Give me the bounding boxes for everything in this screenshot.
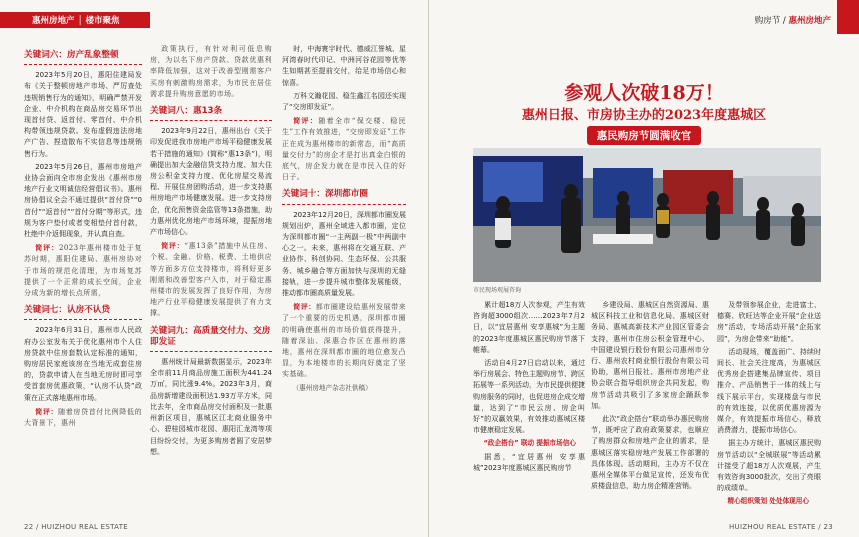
commentary-tag: 简评：	[35, 406, 59, 416]
left-page-folio: 22 / HUIZHOU REAL ESTATE	[24, 523, 129, 531]
paragraph: 据悉，“宜居惠州 安享惠城”2023年度惠城区惠民购房节	[473, 452, 585, 472]
paragraph: 时，中海寰宇时代、德威江誉城、星河湾春时代印记、中洲河谷花园等优等生如期甚至提前交付，给足市场信心和惊喜。	[282, 45, 406, 87]
commentary-text: 随着房贷首付比例降低的大背景下，惠州	[24, 407, 142, 428]
commentary	[282, 115, 406, 183]
commentary-tag: 简评：	[293, 302, 316, 312]
commentary-tag: 简评：	[293, 116, 319, 126]
article-subheadline: 惠州日报、市房协主办的2023年度惠城区	[521, 108, 767, 123]
header-section: 惠州房地产	[788, 16, 831, 26]
article-banner: 惠民购房节圆满收官	[587, 126, 702, 145]
paragraph: 惠州统计局最新数据显示，2023年全市前11月商品房施工面积为441.24万㎡，同比涨9.4%。2023年3月，商品房新增建设面积达1.93万平方米，同比去年，全市商品房交付面积及一批惠州新区项目，惠城区江北商业服务中心、碧桂园城市花园、惠阳汇龙湾等项目纷纷交付，为更多购房者圆了安居梦想。	[150, 358, 272, 456]
header-category: 购房节	[754, 16, 781, 26]
paragraph: 活动自4月27日启动以来，通过举行房展会、特色主题购房节、跨区拓展等一系列活动，为市民提供便捷购房服务的同时，也促进房企成交增量，达到了“市民云房、房企叫好”的双赢效果，有效推动惠城区楼市健康稳定发展。	[473, 359, 585, 435]
paragraph: 活动现场，覆盖面广、持续时间长、社会关注度高，为惠城区优秀房企搭建集品牌宣传、项目推介、产品销售于一体的线上与线下展示平台，实现楼盘与市民的有效连接，以优质优惠房源为媒介，有效提振市场信心，释放消费潜力，提振市场信心。	[717, 347, 821, 435]
photo-caption: 市民现场观展咨询	[473, 287, 522, 294]
right-page	[429, 0, 859, 537]
exhibition-hall-illustration	[473, 148, 821, 282]
commentary-text: 都市圈建设给惠州发展带来了一个重要的历史机遇，深圳都市圈的明确使惠州的市场价值获得提升，随着深汕、深惠合作区在惠州的落地，惠州在深圳都市圈的地位愈发凸显，为本地楼市的长期向好奠定了坚实基础。	[282, 303, 406, 379]
keyword-7-heading: 关键词七：认房不认贷	[24, 305, 142, 320]
paragraph: 2023年5月26日，惠州市房地产业协会面向全市房企发出《惠州市房地产行业文明诚信经营倡议书》。惠州房协倡议全会不通过提供“首付贷”“0首付”“返首付”“首付分期”等形式，违规为客户垫付或者变相垫付首付款，杜绝中介返佣现象，并认真自查。	[24, 162, 142, 239]
paragraph: 2023年12月20日，深圳都市圈发展规划出炉，惠州全域进入都市圈，定位为深圳都市圈“一主两副一极”中两副中心之一。未来，惠州将在交通互联、产业协作、科创协同、生态环保、公共服务、城乡融合等方面加快与深圳的无缝接轨，进一步提升城市整体发展能级，推动都市圈高质量发展。	[282, 210, 406, 298]
paragraph: 2023年5月20日，惠阳住建局发布《关于整顿房地产市场、严厉查处违规销售行为的通知》，明确严禁开发企业、中介机构在商品房交易环节出现首付贷、返首付、零首付、中介机构带领违规贷款。发布虚假违法房地产广告、捏造散布不实信息等违规销售行为。	[24, 71, 142, 158]
right-page-folio: HUIZHOU REAL ESTATE / 23	[728, 523, 833, 531]
commentary-tag: 简评：	[161, 241, 185, 251]
commentary	[24, 242, 142, 299]
keyword-10-heading: 关键词十：深圳都市圈	[282, 189, 406, 204]
event-photo	[473, 148, 821, 282]
commentary-text: “惠13条”措施中从住房、个税、金融、价格、税费、土地供应等方面多方位支持楼市，将利好更多刚需和改善型客户入市，对于稳定惠州楼市的发展发挥了良好作用，为房地产行业平稳健康发展提供了有力支撑。	[150, 242, 272, 318]
paragraph: 及带领参展企业，走进富士、德赛、欣旺达等企业开展“企业送房”活动，专场活动开展“企拓家园”，为房企带来“助能”。	[717, 301, 821, 343]
keyword-8-heading: 关键词八：惠13条	[150, 106, 272, 121]
subsection-title: “政企搭台” 联动 提振市场信心	[483, 439, 576, 448]
commentary	[150, 240, 272, 319]
right-column-1	[473, 300, 585, 510]
left-column-1	[24, 44, 142, 512]
right-column-3	[717, 300, 821, 510]
paragraph: 乡建设局、惠城区自然资源局、惠城区科技工业和信息化局、惠城区财务局、惠城高新技术产业园区管委会支持，惠州市住房公积金管理中心、中国建设银行股份有限公司惠州市分行、惠州农村商业银行股份有限公司协助，惠州日报社、惠州市房地产业协会联合指导组织房企共同发起，购房节活动共吸引了多家房企踊跃参加。	[591, 301, 709, 410]
left-column-2	[150, 44, 272, 512]
commentary-tag: 简评：	[35, 243, 60, 253]
commentary-continued: 政策执行，有针对利可低息购房，为以名下房产贷款、贷款优惠利率降低加强，这对于改善型刚需客户买房有刺激购房需求，为市民在居住需求提升购房意愿的市场。	[150, 45, 272, 98]
subsection-title: 精心组织策划 处处体现用心	[727, 497, 809, 506]
left-column-3	[282, 44, 406, 512]
paragraph: 万科文瀚花园、稳生鑫江名园还实现了“交房即发证”。	[282, 91, 406, 112]
paragraph: 此次“政企搭台”联动举办惠民购房节，既呼应了政府政策要求，也顺应了购房群众和房地产企业的需求，是惠城区落实稳房地产发展工作部署的具体体现。活动期间，主办方不仅在惠州全媒体平台做足宣传，还发布优质楼盘信息，助力房企精准营销。	[591, 415, 709, 491]
keyword-6-heading: 关键词六：房产乱象整顿	[24, 50, 142, 65]
paragraph: 2023年9月22日，惠州出台《关于印发促进我市房地产市场平稳健康发展若干措施的通知》(简称“惠13条”)，明确提出加大金融信贷支持力度、加大住房公积金支持力度、优化房屋交易流程、开展住房团购活动，进一步支持惠州房地产市场健康发展。进一步支持房企，优化预售资金监管等13条措施，助力惠州优化房地产市场环境，提振房地产市场信心。	[150, 127, 272, 237]
right-column-2	[591, 300, 709, 510]
right-running-header	[691, 14, 859, 28]
commentary	[282, 301, 406, 380]
commentary-text: 随着全市“保交楼、稳民生”工作有效推进，“交房即发证”工作正在成为惠州楼市的新常态，而“高质量交付力”的房企才是打出真金白银的底气，房企发力就在是市民入住的好日子。	[282, 117, 406, 182]
paragraph: 据主办方统计，惠城区惠民购房节活动以“全城联展”等活动累计接受了超18万人次观展，产生有效咨询3000批次，交出了亮眼的成绩单。	[717, 439, 821, 493]
left-running-header: 惠州房地产 │ 楼市聚焦	[0, 12, 150, 28]
left-page	[0, 0, 429, 537]
article-banner-wrap	[429, 124, 859, 145]
article-headline: 参观人次破18万！	[564, 82, 724, 104]
header-separator: /	[780, 16, 789, 26]
paragraph: 2023年6月31日，惠州市人民政府办公室发布关于优化惠州市个人住房贷款中住房套数认定标准的通知，购房居民家庭该房在当地无成套住房的，贷款申请人在当地无房时即可享受首套房优惠政策，“认房不认贷”政策在正式落地惠州市场。	[24, 326, 142, 402]
source-credit: （惠州房地产杂志社供稿）	[292, 383, 372, 392]
keyword-9-heading: 关键词九：高质量交付力、交房即发证	[150, 326, 272, 352]
paragraph: 累计超18万人次参观，产生有效咨询超3000组次……2023年7月2日，以“宜居惠州 安享惠城”为主题的2023年度惠城区惠民购房节落下帷幕。	[473, 301, 585, 354]
commentary-text: 2023年惠州楼市处于复苏时期，惠阳住建局、惠州房协对于市场的规范化清理，为市场复苏提供了一个正常的成长空间，企业分成为新的增长点所需，	[24, 244, 142, 298]
commentary	[24, 406, 142, 429]
